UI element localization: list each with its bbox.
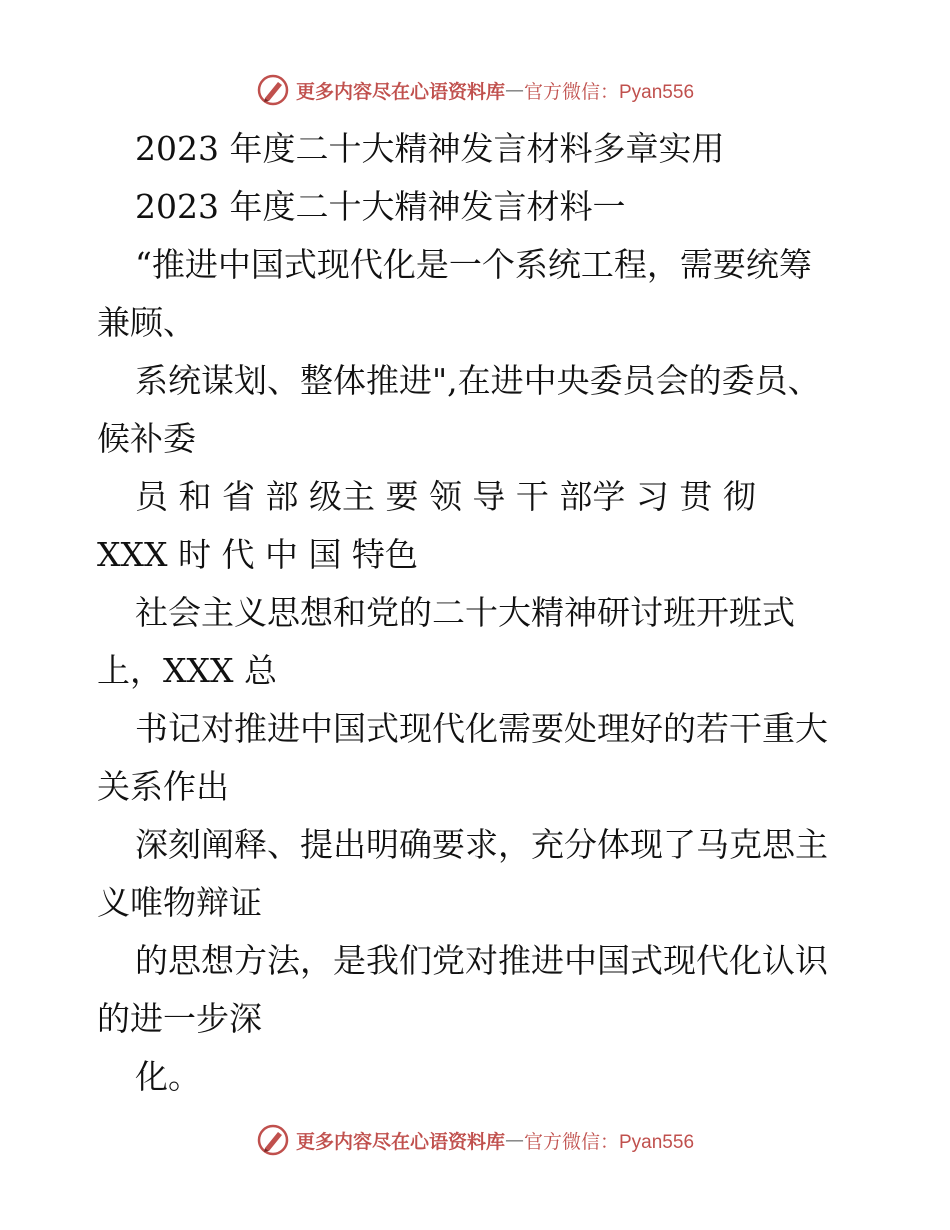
paragraph-line: 上，XXX 总 [97,651,277,690]
pen-logo-icon [256,73,290,107]
paragraph-line: 系统谋划、整体推进",在进中央委员会的委员、 [135,361,821,400]
paragraph-line: 兼顾、 [97,303,196,342]
paragraph-line: XXX 时 代 中 国 特色 [97,535,418,574]
paragraph-line: 候补委 [97,419,196,458]
watermark-wechat-text: 官方微信：Pyan556 [524,81,695,103]
watermark-separator: — [505,79,524,101]
paragraph-line: 化。 [135,1057,201,1096]
document-body [97,120,857,1106]
paragraph-line: 义唯物辩证 [97,883,262,922]
paragraph-line: 社会主义思想和党的二十大精神研讨班开班式 [135,593,795,632]
paragraph-line: 深刻阐释、提出明确要求，充分体现了马克思主 [135,825,828,864]
footer-watermark [0,1120,950,1160]
paragraph-line: “推进中国式现代化是一个系统工程，需要统筹 [135,245,812,284]
paragraph-line: 书记对推进中国式现代化需要处理好的若干重大 [135,709,828,748]
watermark-wechat-text: 官方微信：Pyan556 [524,1131,695,1153]
watermark-site-text: 更多内容尽在心语资料库 [295,1130,505,1153]
watermark-site-text: 更多内容尽在心语资料库 [295,80,505,103]
pen-logo-icon [256,1123,290,1157]
doc-title: 2023 年度二十大精神发言材料多章实用 [135,129,725,168]
paragraph-line: 员 和 省 部 级主 要 领 导 干 部学 习 贯 彻 [135,477,756,516]
paragraph-line: 关系作出 [97,767,229,806]
paragraph-line: 的思想方法，是我们党对推进中国式现代化认识 [135,941,828,980]
doc-subtitle: 2023 年度二十大精神发言材料一 [135,187,626,226]
watermark-separator: — [505,1129,524,1151]
paragraph-line: 的进一步深 [97,999,262,1038]
header-watermark [0,70,950,110]
